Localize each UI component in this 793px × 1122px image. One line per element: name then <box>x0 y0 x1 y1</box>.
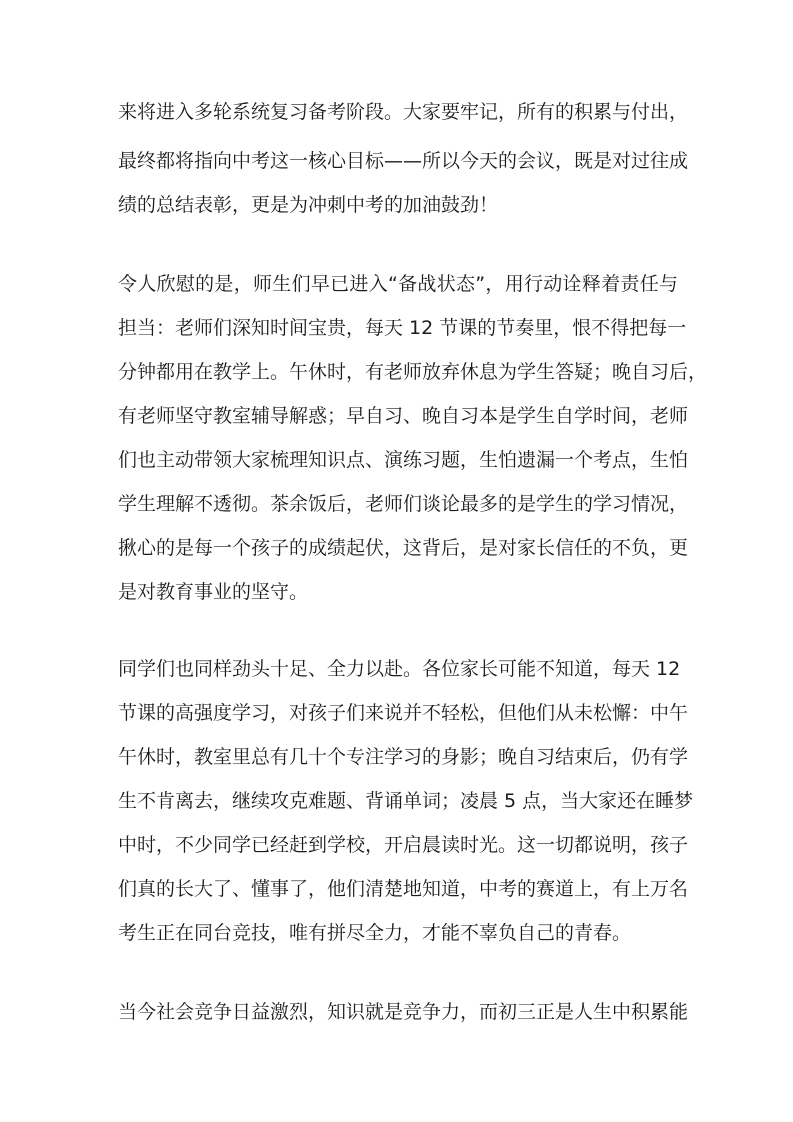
paragraph-2-line-2: 担当：老师们深知时间宝贵，每天 12 节课的节奏里，恨不得把每一 <box>118 317 687 339</box>
paragraph-3-line-4: 生不肯离去，继续攻克难题、背诵单词；凌晨 5 点，当大家还在睡梦 <box>118 790 694 812</box>
paragraph-1-line-2: 最终都将指向中考这一核心目标——所以今天的会议，既是对过往成 <box>118 150 689 172</box>
paragraph-2-line-8: 是对教育事业的坚守。 <box>118 581 309 603</box>
paragraph-3-line-7: 考生正在同台竞技，唯有拼尽全力，才能不辜负自己的青春。 <box>118 922 632 944</box>
paragraph-4-line-1: 当今社会竞争日益激烈，知识就是竞争力，而初三正是人生中积累能 <box>118 1001 689 1023</box>
paragraph-3-line-1: 同学们也同样劲头十足、全力以赴。各位家长可能不知道，每天 12 <box>118 658 681 680</box>
paragraph-3-line-5: 中时，不少同学已经赶到学校，开启晨读时光。这一切都说明，孩子 <box>118 834 689 856</box>
paragraph-2-line-7: 揪心的是每一个孩子的成绩起伏，这背后，是对家长信任的不负，更 <box>118 537 689 559</box>
paragraph-3-line-3: 午休时，教室里总有几十个专注学习的身影；晚自习结束后，仍有学 <box>118 746 689 768</box>
paragraph-3-line-6: 们真的长大了、懂事了，他们清楚地知道，中考的赛道上，有上万名 <box>118 878 689 900</box>
paragraph-2-line-1: 令人欣慰的是，师生们早已进入“备战状态”，用行动诠释着责任与 <box>118 273 678 295</box>
paragraph-3-line-2: 节课的高强度学习，对孩子们来说并不轻松，但他们从未松懈：中午 <box>118 702 689 724</box>
paragraph-1-line-3: 绩的总结表彰，更是为冲刺中考的加油鼓劲！ <box>118 194 499 216</box>
paragraph-2-line-5: 们也主动带领大家梳理知识点、演练习题，生怕遗漏一个考点，生怕 <box>118 449 689 471</box>
paragraph-2-line-3: 分钟都用在教学上。午休时，有老师放弃休息为学生答疑；晚自习后， <box>118 361 708 383</box>
paragraph-2-line-4: 有老师坚守教室辅导解惑；早自习、晚自习本是学生自学时间，老师 <box>118 405 689 427</box>
paragraph-2-line-6: 学生理解不透彻。茶余饭后，老师们谈论最多的是学生的学习情况， <box>118 493 689 515</box>
paragraph-1-line-1: 来将进入多轮系统复习备考阶段。大家要牢记，所有的积累与付出， <box>118 101 689 123</box>
